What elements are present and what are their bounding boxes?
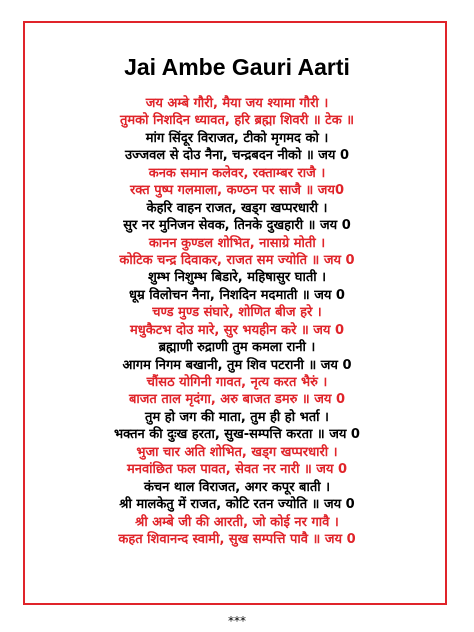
verse-line: ब्रह्माणी रुद्राणी तुम कमला रानी । — [158, 340, 316, 356]
verse-line: तुमको निशदिन ध्यावत, हरि ब्रह्मा शिवरी ॥ टेक ॥ — [119, 113, 355, 129]
verse-line: शुम्भ निशुम्भ बिडारे, महिषासुर घाती । — [147, 270, 327, 286]
verse-line: मांग सिंदूर विराजत, टीको मृगमद को । — [145, 130, 329, 146]
verse-line: कोटिक चन्द्र दिवाकर, राजत सम ज्योति ॥ जय 0 — [119, 252, 355, 268]
verse-line: सुर नर मुनिजन सेवक, तिनके दुखहारी ॥ जय 0 — [123, 218, 351, 234]
verse-line: कनक समान कलेवर, रक्ताम्बर राजै । — [148, 165, 326, 181]
footer-asterisks: *** — [228, 614, 246, 628]
verse-line: मनवांछित फल पावत, सेवत नर नारी ॥ जय 0 — [126, 462, 348, 478]
verse-line: चण्ड मुण्ड संघारे, शोणित बीज हरे । — [152, 305, 322, 321]
verse-line: कानन कुण्डल शोभित, नासाग्रे मोती । — [148, 235, 326, 251]
verse-line: उज्जवल से दोउ नैना, चन्द्रबदन नीको ॥ जय 0 — [124, 148, 350, 164]
verse-line: बाजत ताल मृदंगा, अरु बाजत डमरु ॥ जय 0 — [128, 392, 346, 408]
verse-line: जय अम्बे गौरी, मैया जय श्यामा गौरी । — [145, 96, 329, 111]
verse-line: कंचन थाल विराजत, अगर कपूर बाती । — [143, 479, 331, 495]
verse-line: चौंसठ योगिनी गावत, नृत्य करत भैरुं । — [146, 375, 328, 390]
verse-line: श्री मालकेतु में राजत, कोटि रतन ज्योति ॥ जय 0 — [119, 497, 355, 513]
verse-line: केहरि वाहन राजत, खड्ग खप्परधारी । — [146, 200, 328, 216]
verse-line: मधुकैटभ दोउ मारे, सुर भयहीन करे ॥ जय 0 — [129, 322, 345, 338]
verse-line: धूम्र विलोचन नैना, निशदिन मदमाती ॥ जय 0 — [129, 287, 345, 303]
page-title: Jai Ambe Gauri Aarti — [124, 54, 350, 80]
verse-line: कहत शिवानन्द स्वामी, सुख सम्पत्ति पावै ॥ जय 0 — [118, 531, 356, 547]
verse-line: तुम हो जग की माता, तुम ही हो भर्ता । — [145, 409, 329, 425]
aarti-verses — [30, 95, 444, 548]
verse-line: भक्तन की दुःख हरता, सुख-सम्पत्ति करता ॥ जय 0 — [114, 427, 360, 443]
verse-line: श्री अम्बे जी की आरती, जो कोई नर गावै । — [135, 514, 339, 530]
verse-line: भुजा चार अति शोभित, खड्ग खप्परधारी । — [136, 444, 338, 460]
verse-line: रक्त पुष्प गलमाला, कण्ठन पर साजै ॥ जय0 — [129, 183, 345, 199]
verse-line: आगम निगम बखानी, तुम शिव पटरानी ॥ जय 0 — [122, 357, 352, 373]
